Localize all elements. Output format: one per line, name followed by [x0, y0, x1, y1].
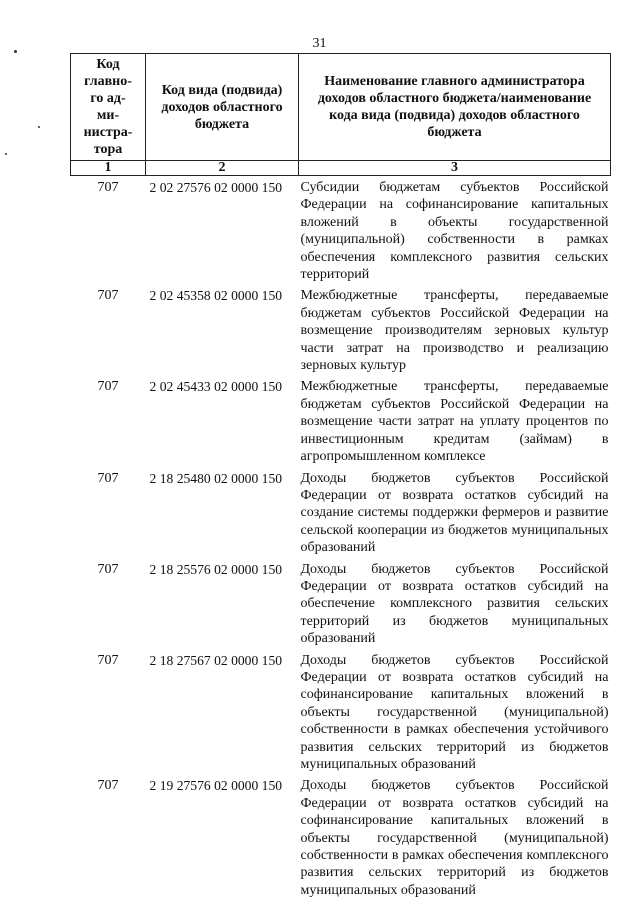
- income-code-cell: 2 02 45358 02 0000 150: [149, 288, 283, 304]
- name-cell: Межбюджетные трансферты, передаваемые бюджетам субъектов Российской Федерации на возмещение производителям зерновых культур части затрат на производство и реализацию зерновых культур: [300, 288, 609, 374]
- column-number: 3: [299, 161, 611, 176]
- admin-code-cell: 707: [97, 778, 119, 794]
- scan-speck: [38, 126, 40, 128]
- header-admin-code: Код главно- го ад- ми- нистра- тора: [71, 54, 146, 161]
- admin-code-cell: 707: [97, 652, 119, 668]
- table-row: [71, 176, 611, 285]
- table-row: [71, 558, 611, 649]
- table-row: [71, 375, 611, 466]
- income-codes-table: [70, 53, 611, 900]
- name-cell: Субсидии бюджетам субъектов Российской Федерации на софинансирование капитальных вложений в объекты государственной (муниципальной) собственности в рамках обеспечения комплексного развития сельских территорий: [300, 180, 609, 283]
- name-cell: Доходы бюджетов субъектов Российской Федерации от возврата остатков субсидий на софинансирование капитальных вложений в объекты государственной (муниципальной) собственности в рамках обеспечения устойчивого развития сельских территорий из бюджетов муниципальных образований: [300, 652, 609, 772]
- name-cell: Межбюджетные трансферты, передаваемые бюджетам субъектов Российской Федерации на возмещение части затрат на уплату процентов по инвестиционным кредитам (займам) в агропромышленном комплексе: [300, 379, 609, 465]
- table-row: [71, 467, 611, 558]
- income-code-cell: 2 18 25480 02 0000 150: [149, 470, 283, 486]
- income-code-cell: 2 02 45433 02 0000 150: [149, 379, 283, 395]
- header-income-code: Код вида (подвида) доходов областного бюджета: [146, 54, 299, 161]
- column-number: 2: [146, 161, 299, 176]
- column-number: 1: [71, 161, 146, 176]
- scan-speck: [14, 50, 17, 53]
- income-code-cell: 2 18 27567 02 0000 150: [149, 652, 283, 668]
- name-cell: Доходы бюджетов субъектов Российской Федерации от возврата остатков субсидий на обеспечение комплексного развития сельских территорий из бюджетов муниципальных образований: [300, 561, 609, 647]
- header-name: Наименование главного администратора доходов областного бюджета/наименование кода вида (подвида) доходов областного бюджета: [299, 54, 611, 161]
- income-code-cell: 2 18 25576 02 0000 150: [149, 561, 283, 577]
- table-header-row: [71, 54, 611, 161]
- admin-code-cell: 707: [97, 379, 119, 395]
- name-cell: Доходы бюджетов субъектов Российской Федерации от возврата остатков субсидий на создание системы поддержки фермеров и развитие сельской кооперации из бюджетов муниципальных образований: [300, 470, 609, 556]
- admin-code-cell: 707: [97, 180, 119, 195]
- page-number: 31: [312, 36, 327, 51]
- table-row: [71, 284, 611, 375]
- name-cell: Доходы бюджетов субъектов Российской Федерации от возврата остатков субсидий на софинансирование капитальных вложений в объекты государственной (муниципальной) собственности в рамках обеспечения комплексного развития сельских территорий из бюджетов муниципальных образований: [300, 778, 609, 898]
- admin-code-cell: 707: [97, 288, 119, 304]
- income-code-cell: 2 02 27576 02 0000 150: [149, 180, 283, 195]
- income-code-cell: 2 19 27576 02 0000 150: [149, 778, 283, 794]
- scan-speck: [5, 153, 7, 155]
- table-row: [71, 649, 611, 775]
- admin-code-cell: 707: [97, 561, 119, 577]
- admin-code-cell: 707: [97, 470, 119, 486]
- table-row: [71, 774, 611, 900]
- column-numbers-row: [71, 161, 611, 176]
